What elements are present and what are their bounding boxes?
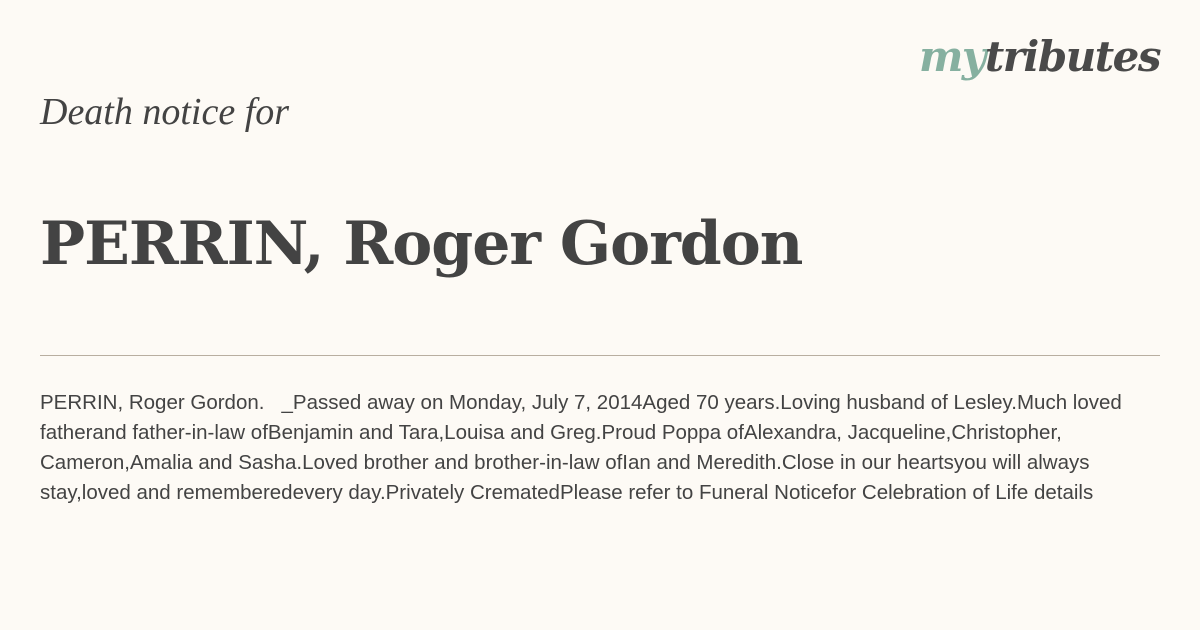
mytributes-logo[interactable] bbox=[918, 32, 1160, 81]
logo-my-text: my bbox=[918, 32, 985, 81]
divider bbox=[40, 355, 1160, 356]
notice-body: PERRIN, Roger Gordon. _Passed away on Monday, July 7, 2014Aged 70 years.Loving husband of Lesley.Much loved fatherand father-in-law ofBenjamin and Tara,Louisa and Greg.Proud Poppa ofAlexandra, Jacqueline,Christopher, Cameron,Amalia and Sasha.Loved brother and brother-in-law ofIan and Meredith.Close in our heartsyou will always stay,loved and rememberedevery day.Privately CrematedPlease refer to Funeral Noticefor Celebration of Life details bbox=[40, 391, 1128, 504]
notice-subtitle: Death notice for bbox=[40, 91, 290, 133]
logo-tributes-text: tributes bbox=[984, 32, 1160, 81]
deceased-name: PERRIN, Roger Gordon bbox=[40, 209, 803, 279]
